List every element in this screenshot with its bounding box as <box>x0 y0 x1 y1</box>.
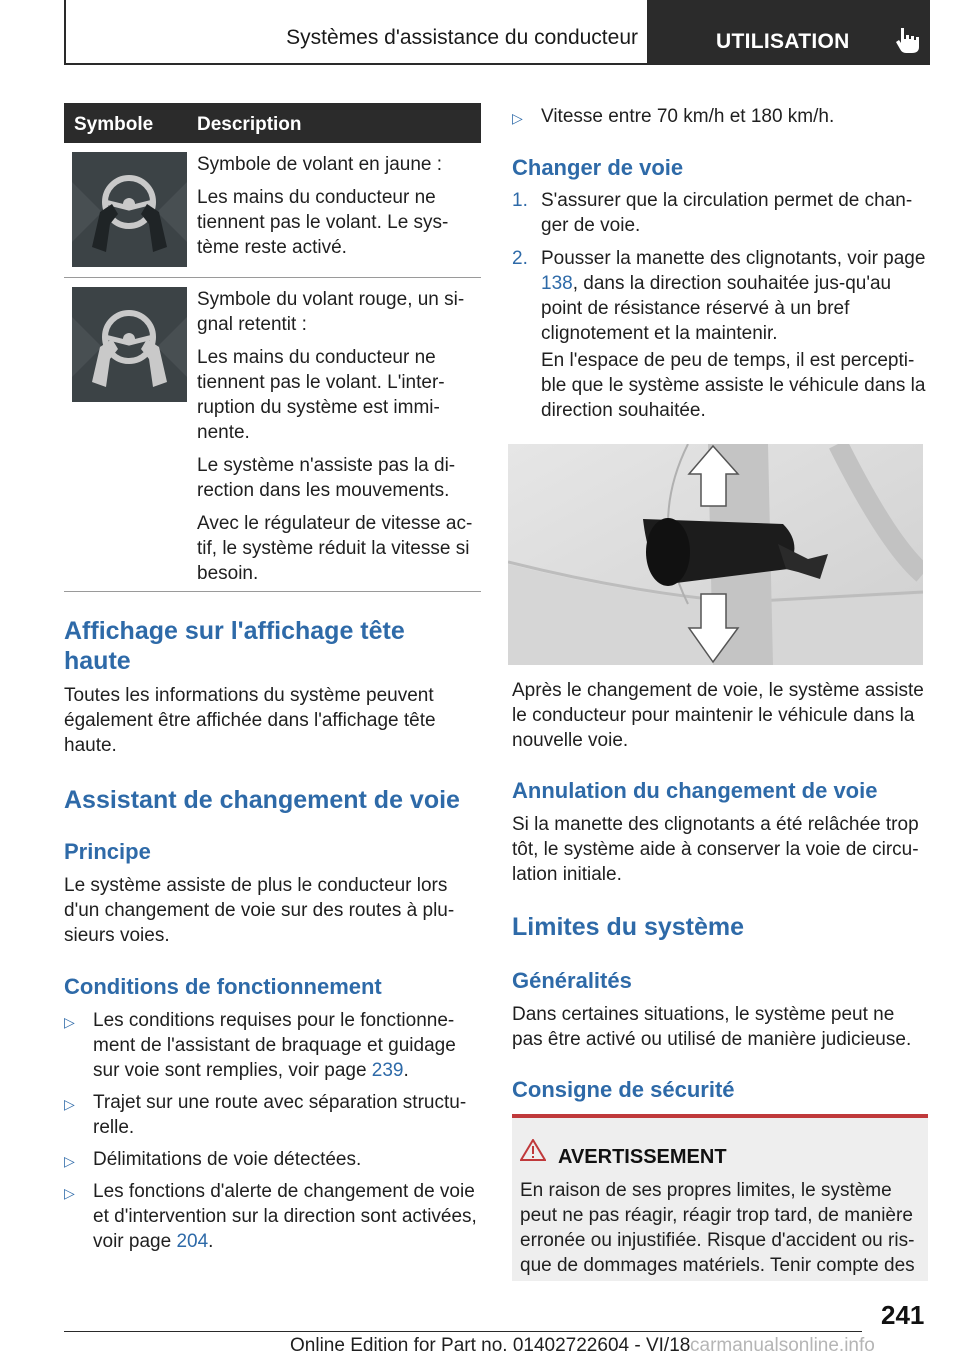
condition-2-text: Trajet sur une route avec séparation structu-relle. <box>93 1092 467 1138</box>
bullet-triangle-icon: ▷ <box>64 1096 75 1112</box>
bullet-triangle-icon: ▷ <box>64 1153 75 1169</box>
steering-wheel-yellow-icon <box>72 152 187 267</box>
pointing-hand-icon <box>895 26 921 54</box>
col-symbol-header: Symbole <box>74 114 154 135</box>
step-2-text-after: , dans la direction souhaitée jus-qu'au point de résistance réservé à un bref clignotement et la maintenir. <box>541 273 892 344</box>
condition-1-text: Les conditions requises pour le fonctionne-ment de l'assistant de braquage et guidage sur voie sont remplies, voir page <box>93 1010 456 1081</box>
condition-item <box>64 1008 480 1083</box>
bullet-triangle-icon: ▷ <box>64 1185 75 1201</box>
hud-heading: Affichage sur l'affichage tête haute <box>64 617 405 675</box>
speed-bullet <box>512 104 928 129</box>
row-separator <box>64 277 481 278</box>
change-lane-heading: Changer de voie <box>512 155 684 180</box>
warning-text: En raison de ses propres limites, le système peut ne pas réagir, réagir trop tard, de manière erronée ou injustifiée. Risque d'accident ou ris-que de dommages matériels. Tenir compte des <box>520 1180 915 1276</box>
step-2-note: En l'espace de peu de temps, il est percepti-ble que le système assiste le véhicule dans la direction souhaitée. <box>541 350 926 421</box>
general-text: Dans certaines situations, le système peut ne pas être activé ou utilisé de manière judicieuse. <box>512 1004 912 1050</box>
edition-note: Online Edition for Part no. 01402722604 - VI/18 <box>290 1335 691 1356</box>
step-1 <box>512 188 928 240</box>
condition-4-after: . <box>208 1231 214 1252</box>
steering-wheel-red-icon <box>72 287 187 402</box>
col-description-header: Description <box>197 114 302 135</box>
condition-item <box>64 1147 480 1172</box>
footer-rule <box>64 1331 862 1332</box>
table-bottom-rule <box>64 591 481 592</box>
table-header <box>64 103 481 143</box>
bullet-triangle-icon: ▷ <box>64 1014 75 1030</box>
principle-heading: Principe <box>64 839 151 864</box>
warning-title: AVERTISSEMENT <box>558 1146 727 1168</box>
row-2-line-1: Symbole du volant rouge, un si-gnal retentit : <box>197 289 465 335</box>
hud-text: Toutes les informations du système peuvent également être affichée dans l'affichage tête haute. <box>64 685 436 756</box>
condition-4-text: Les fonctions d'alerte de changement de voie et d'intervention sur la direction sont activées, voir page <box>93 1181 477 1252</box>
row-1-description <box>197 152 480 268</box>
row-2-line-2: Les mains du conducteur ne tiennent pas le volant. L'inter-ruption du système est immi-nente. <box>197 347 445 443</box>
cancel-heading: Annulation du changement de voie <box>512 778 878 803</box>
header-rule <box>64 63 930 65</box>
condition-1-after: . <box>403 1060 409 1081</box>
row-1-line-2: Les mains du conducteur ne tiennent pas le volant. Le sys-tème reste activé. <box>197 187 449 258</box>
chapter-tab[interactable] <box>649 0 930 63</box>
page-link-138[interactable]: 138 <box>541 273 573 294</box>
page-number: 241 <box>881 1300 925 1330</box>
step-2-number: 2. <box>512 248 528 269</box>
condition-3-text: Délimitations de voie détectées. <box>93 1149 362 1170</box>
step-2-text: Pousser la manette des clignotants, voir page <box>541 248 926 269</box>
limits-heading: Limites du système <box>512 913 745 941</box>
step-2 <box>512 246 928 431</box>
principle-text: Le système assiste de plus le conducteur lors d'un changement de voie sur des routes à plu-sieurs voies. <box>64 875 455 946</box>
chapter-label: UTILISATION <box>716 30 850 53</box>
row-2-line-4: Avec le régulateur de vitesse ac-tif, le système réduit la vitesse si besoin. <box>197 513 473 584</box>
row-1-line-1: Symbole de volant en jaune : <box>197 154 443 175</box>
step-1-number: 1. <box>512 190 528 211</box>
page-link-239[interactable]: 239 <box>371 1060 404 1081</box>
section-title: Systèmes d'assistance du conducteur <box>286 26 638 49</box>
cancel-text: Si la manette des clignotants a été relâchée trop tôt, le système aide à conserver la voie de circu-lation initiale. <box>512 814 919 885</box>
step-1-text: S'assurer que la circulation permet de chan-ger de voie. <box>541 190 913 236</box>
row-2-line-3: Le système n'assiste pas la di-rection dans les mouvements. <box>197 455 456 501</box>
lane-assist-heading: Assistant de changement de voie <box>64 786 460 814</box>
after-change-text: Après le changement de voie, le système assiste le conducteur pour maintenir le véhicule dans la nouvelle voie. <box>512 680 924 751</box>
condition-item <box>64 1090 480 1140</box>
page-link-204[interactable]: 204 <box>176 1231 209 1252</box>
bullet-triangle-icon: ▷ <box>512 110 523 126</box>
conditions-heading: Conditions de fonctionnement <box>64 974 382 999</box>
speed-bullet-text: Vitesse entre 70 km/h et 180 km/h. <box>541 106 835 127</box>
watermark: carmanualsonline.info <box>690 1335 875 1356</box>
warning-box <box>512 1114 928 1281</box>
condition-item <box>64 1179 480 1254</box>
row-2-description <box>197 287 480 594</box>
warning-triangle-icon <box>520 1139 546 1161</box>
safety-heading: Consigne de sécurité <box>512 1077 735 1102</box>
turn-signal-lever-image <box>508 444 923 665</box>
general-heading: Généralités <box>512 968 632 993</box>
